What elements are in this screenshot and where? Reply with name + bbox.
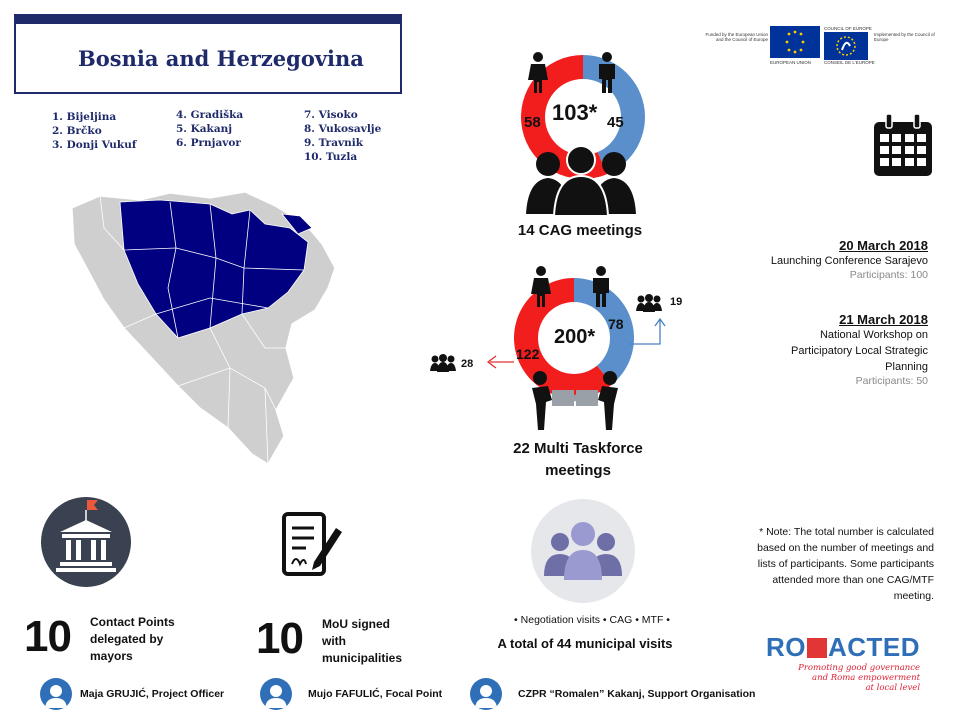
label-line: mayors (90, 649, 133, 663)
user-icon (470, 678, 502, 710)
visit-total: A total of 44 municipal visits (497, 636, 673, 651)
town-item: 1. Bijeljina (52, 111, 117, 123)
tagline-line: at local level (865, 683, 921, 693)
mtf-right-group-count: 19 (670, 296, 683, 308)
avatar (40, 678, 72, 710)
label-line: delegated by (90, 632, 164, 646)
town-item: 2. Brčko (52, 125, 102, 137)
town-item: 9. Travnik (304, 137, 364, 149)
male-icon (590, 266, 612, 308)
puzzle-people-icon (530, 370, 620, 432)
tagline-line: and Roma empowerment (812, 673, 921, 683)
male-icon (596, 52, 618, 94)
female-icon (527, 52, 549, 94)
mtf-label-line1: 22 Multi Taskforce (513, 440, 643, 457)
coe-caption: CONSEIL DE L'EUROPE (824, 60, 875, 65)
bih-map (60, 188, 380, 473)
small-group-icon (636, 294, 662, 312)
user-icon (260, 678, 292, 710)
event-description: National Workshop on (819, 329, 928, 341)
mou-label (322, 616, 402, 667)
cag-total: 103* (552, 100, 598, 125)
town-list-3 (304, 108, 381, 164)
brand-tagline (766, 663, 920, 693)
eu-flag-icon (770, 26, 820, 58)
event-participants: Participants: 50 (855, 375, 928, 387)
label-line: with (322, 634, 346, 648)
event-1 (720, 238, 928, 281)
visit-types: • Negotiation visits • CAG • MTF • (514, 614, 670, 626)
mtf-male-count: 78 (608, 316, 624, 332)
connector-arrows (480, 318, 680, 374)
town-list-1 (52, 110, 136, 152)
female-icon (530, 266, 552, 308)
town-hall-icon (40, 496, 132, 588)
event-date: 20 March 2018 (839, 238, 928, 253)
coe-top-caption: COUNCIL OF EUROPE (824, 26, 872, 31)
calendar-icon (872, 112, 934, 178)
label-line: Contact Points (90, 615, 175, 629)
person-name: CZPR “Romalen” Kakanj, Support Organisation (518, 688, 756, 700)
mtf-total: 200* (554, 326, 596, 348)
footnote: * Note: The total number is calculated based on the number of meetings and lists of participants. Some participants attended more than one CAG/MTF meeting. (757, 526, 934, 602)
person-name: Maja GRUJIĆ, Project Officer (80, 688, 225, 700)
event-participants: Participants: 100 (849, 269, 928, 281)
avatar (470, 678, 502, 710)
event-description: Launching Conference Sarajevo (770, 255, 928, 267)
mtf-female-count: 122 (516, 346, 540, 362)
tagline-line: Promoting good governance (798, 663, 921, 673)
small-group-icon (430, 354, 456, 372)
contract-icon (280, 510, 346, 580)
eu-caption: EUROPEAN UNION (770, 60, 812, 65)
mtf-meetings-label (488, 438, 668, 482)
town-item: 4. Gradiška (176, 109, 244, 121)
avatar (260, 678, 292, 710)
romacted-logo (766, 632, 920, 693)
town-item: 7. Visoko (304, 109, 358, 121)
mtf-left-group-count: 28 (461, 358, 474, 370)
left-arrow (488, 356, 514, 368)
contact-points-number: 10 (24, 612, 71, 661)
meeting-people-icon (530, 498, 636, 604)
implemented-text: Implemented by the Council of Europe (874, 32, 935, 42)
town-item: 5. Kakanj (176, 123, 233, 135)
user-icon (40, 678, 72, 710)
right-arrow (630, 319, 665, 344)
coe-logo-icon (824, 32, 868, 60)
event-description: Planning (885, 361, 928, 373)
mou-number: 10 (256, 614, 303, 663)
cag-male-count: 45 (607, 114, 624, 131)
contact-points-label (90, 614, 175, 665)
mtf-label-line2: meetings (545, 462, 611, 479)
funded-text: Funded by the European Union and the Council of Europe (705, 32, 768, 42)
title-box (14, 14, 402, 94)
event-2 (720, 312, 928, 387)
town-list-2 (176, 108, 243, 150)
event-description: Participatory Local Strategic (791, 345, 928, 357)
group-people-icon (526, 146, 638, 216)
funding-logos (704, 26, 954, 66)
person-name: Mujo FAFULIĆ, Focal Point (308, 688, 443, 700)
label-line: municipalities (322, 651, 403, 665)
label-line: MoU signed (322, 617, 390, 631)
town-item: 10. Tuzla (304, 151, 358, 163)
town-item: 8. Vukosavlje (304, 123, 382, 135)
brand-mark-icon (807, 638, 827, 658)
cag-female-count: 58 (524, 114, 541, 131)
town-item: 6. Prnjavor (176, 137, 241, 149)
brand-name: RO ACTED (766, 632, 921, 662)
page-title: Bosnia and Herzegovina (78, 46, 364, 71)
cag-meetings-label: 14 CAG meetings (517, 222, 643, 239)
town-item: 3. Donji Vukuf (52, 139, 137, 151)
event-date: 21 March 2018 (839, 312, 928, 327)
